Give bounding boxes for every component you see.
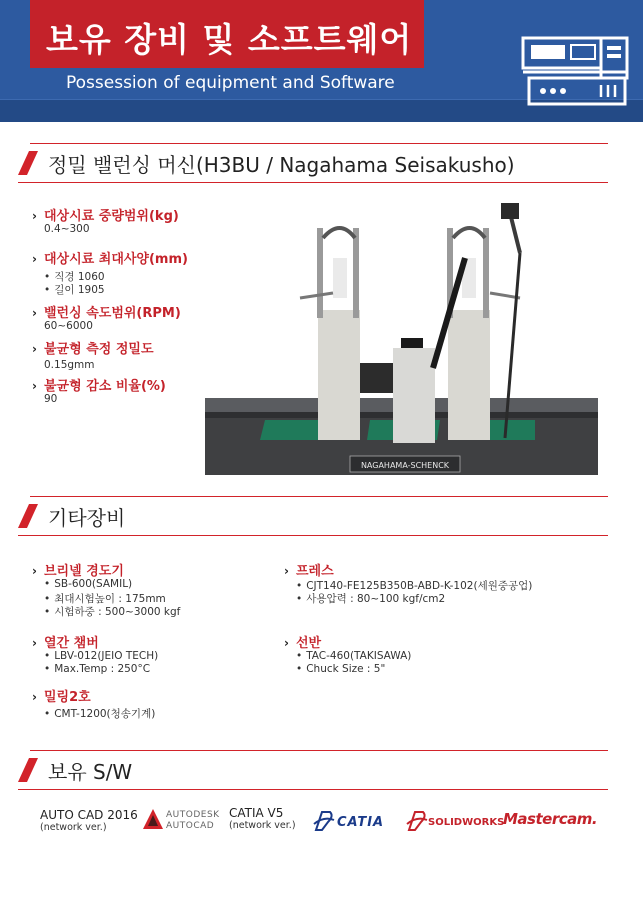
section-title-balancing: 정밀 밸런싱 머신(H3BU / Nagahama Seisakusho) — [48, 153, 515, 177]
solidworks-logo: SOLIDWORKS — [428, 817, 505, 828]
section-balancing — [18, 143, 608, 183]
chevron-right-icon: › — [32, 636, 37, 650]
chevron-right-icon: › — [32, 209, 37, 223]
software-name: CATIA V5 — [229, 806, 284, 820]
spec-title: 불균형 감소 비율(%) — [44, 379, 166, 394]
spec-bullet: • 직경 1060 — [32, 269, 188, 282]
equipment-bullet: • Max.Temp : 250°C — [32, 663, 180, 676]
equipment-bullet: • CJT140-FE125B350B-ABD-K-102(세원중공업) — [284, 578, 532, 591]
section-rule-bottom — [18, 789, 608, 790]
spec-title: 밸런싱 속도범위(RPM) — [44, 306, 181, 321]
autocad-logo — [166, 810, 220, 832]
solidworks-logo-icon — [405, 810, 429, 832]
equipment-bullet: • Chuck Size : 5" — [284, 663, 532, 676]
equipment-bullet: • 사용압력 : 80~100 kgf/cm2 — [284, 591, 532, 604]
spec-bullet: • 길이 1905 — [32, 282, 188, 295]
software-name: AUTO CAD 2016 — [40, 808, 138, 822]
section-marker — [18, 504, 38, 528]
machine-icon — [521, 36, 631, 108]
equipment-item — [32, 632, 180, 686]
software-catia — [229, 806, 296, 831]
equipment-title: 선반 — [296, 636, 322, 651]
equipment-title: 프레스 — [296, 564, 334, 579]
chevron-right-icon: › — [284, 636, 289, 650]
section-marker — [18, 758, 38, 782]
section-marker — [18, 151, 38, 175]
chevron-right-icon: › — [32, 690, 37, 704]
spec-value: 0.4~300 — [44, 223, 90, 235]
section-title-software: 보유 S/W — [48, 760, 133, 784]
chevron-right-icon: › — [32, 564, 37, 578]
autodesk-logo-text: AUTODESK — [166, 810, 220, 820]
other-equipment-left — [32, 560, 180, 720]
spec-title: 대상시료 최대사양(mm) — [44, 252, 188, 267]
spec-item — [32, 302, 188, 338]
spec-item — [32, 248, 188, 302]
section-rule — [30, 143, 608, 144]
equipment-bullet: • LBV-012(JEIO TECH) — [32, 650, 180, 663]
machine-brand-plate: NAGAHAMA-SCHENCK — [360, 461, 450, 470]
spec-title: 대상시료 중량범위(kg) — [44, 209, 179, 224]
balancing-spec-list — [32, 205, 188, 411]
section-rule — [30, 496, 608, 497]
dassault-logo-icon — [312, 810, 336, 832]
equipment-item — [32, 560, 180, 632]
section-software — [18, 750, 608, 790]
section-title-other: 기타장비 — [48, 506, 126, 530]
chevron-right-icon: › — [32, 306, 37, 320]
catia-logo: CATIA — [337, 815, 385, 830]
spec-value: 60~6000 — [44, 320, 93, 332]
spec-title: 불균형 측정 정밀도 — [44, 342, 154, 357]
spec-value: 90 — [44, 393, 58, 405]
section-rule — [30, 750, 608, 751]
spec-item — [32, 205, 188, 248]
chevron-right-icon: › — [32, 342, 37, 356]
equipment-title: 열간 챔버 — [44, 636, 99, 651]
page-subtitle: Possession of equipment and Software — [66, 73, 395, 93]
equipment-bullet: • TAC-460(TAKISAWA) — [284, 650, 532, 663]
equipment-bullet: • 최대시험높이 : 175mm — [32, 591, 180, 604]
balancing-machine-photo — [205, 198, 598, 475]
spec-item — [32, 375, 188, 411]
equipment-item — [284, 560, 532, 632]
equipment-bullet: • 시험하중 : 500~3000 kgf — [32, 604, 180, 617]
equipment-title: 밀링2호 — [44, 690, 91, 705]
page-title: 보유 장비 및 소프트웨어 — [46, 20, 413, 59]
chevron-right-icon: › — [284, 564, 289, 578]
equipment-item — [32, 686, 180, 720]
section-rule-bottom — [18, 535, 608, 536]
equipment-item — [284, 632, 532, 686]
software-note: (network ver.) — [40, 822, 107, 833]
spec-item — [32, 338, 188, 375]
software-autocad — [40, 808, 138, 833]
autocad-logo-icon — [142, 808, 164, 830]
equipment-title: 브리넬 경도기 — [44, 564, 124, 579]
software-note: (network ver.) — [229, 820, 296, 831]
other-equipment-right — [284, 560, 532, 686]
section-rule-bottom — [18, 182, 608, 183]
mastercam-logo: Mastercam. — [503, 810, 598, 828]
page-header — [0, 0, 643, 122]
section-other-equipment — [18, 496, 608, 536]
equipment-bullet: • SB-600(SAMIL) — [32, 578, 180, 591]
spec-value: 0.15gmm — [44, 359, 95, 371]
equipment-bullet: • CMT-1200(청송기계) — [32, 706, 180, 719]
autocad-logo-text: AUTOCAD — [166, 821, 215, 831]
chevron-right-icon: › — [32, 252, 37, 266]
chevron-right-icon: › — [32, 379, 37, 393]
